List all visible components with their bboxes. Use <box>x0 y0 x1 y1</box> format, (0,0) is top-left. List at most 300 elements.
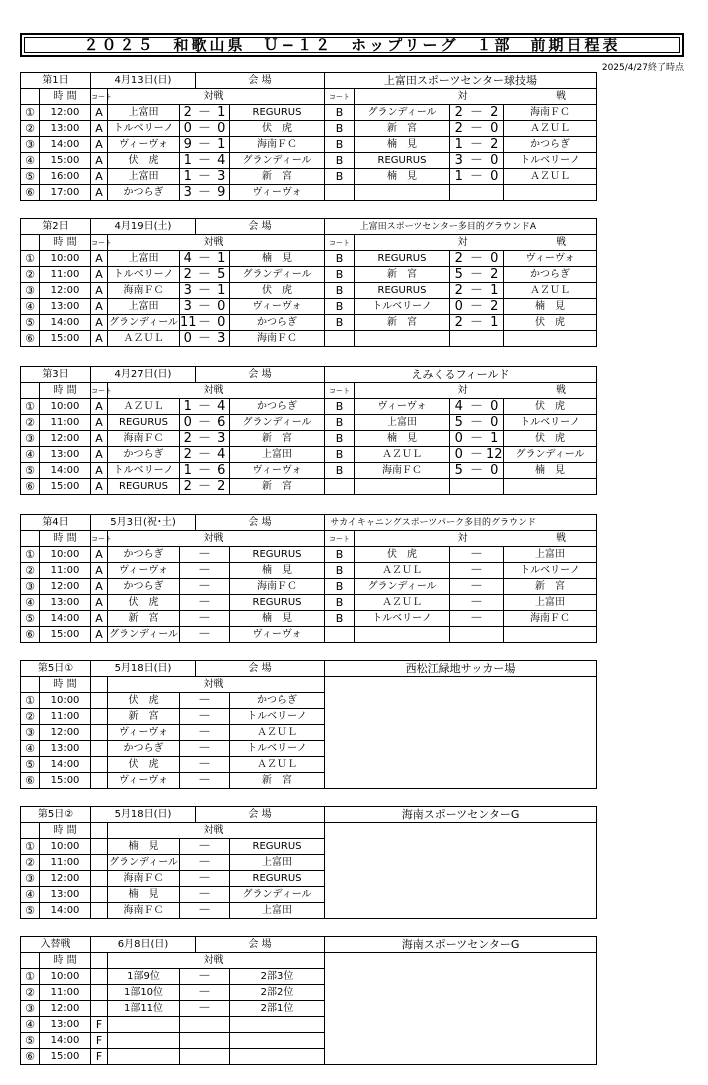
match-number: ① <box>21 105 40 121</box>
team-away <box>504 331 597 347</box>
match-number: ⑥ <box>21 1049 40 1065</box>
team-home: REGURUS <box>108 415 180 431</box>
team-home: 海南ＦＣ <box>108 903 180 919</box>
team-away: REGURUS <box>230 595 325 611</box>
match-time: 12:00 <box>40 579 91 595</box>
court-b: B <box>325 447 355 463</box>
team-away: 上富田 <box>504 595 597 611</box>
court-b: B <box>325 153 355 169</box>
score-away: 3 <box>214 169 230 185</box>
match-time: 13:00 <box>40 595 91 611</box>
score-dash: － <box>468 463 486 479</box>
score-away: 3 <box>214 331 230 347</box>
score-dash: － <box>196 709 214 725</box>
score-away: 2 <box>486 267 504 283</box>
match-number: ③ <box>21 137 40 153</box>
team-home: 楠 見 <box>108 887 180 903</box>
score-away <box>214 1049 230 1065</box>
match-number: ⑤ <box>21 315 40 331</box>
court-a: A <box>91 415 108 431</box>
score-away <box>214 709 230 725</box>
court-b: B <box>325 595 355 611</box>
score-away: 1 <box>486 315 504 331</box>
match-number: ② <box>21 267 40 283</box>
team-away: 海南ＦＣ <box>504 105 597 121</box>
score-away: 1 <box>214 105 230 121</box>
score-dash: － <box>196 595 214 611</box>
score-away <box>214 547 230 563</box>
team-home: 伏 虎 <box>108 595 180 611</box>
score-dash: － <box>196 137 214 153</box>
venue-label: 会 場 <box>196 515 325 531</box>
match-row <box>21 137 597 153</box>
team-home: グランディール <box>108 855 180 871</box>
score-dash: － <box>196 431 214 447</box>
team-away: 新 宮 <box>504 579 597 595</box>
score-away <box>214 611 230 627</box>
score-dash: － <box>468 267 486 283</box>
no-header <box>21 89 40 105</box>
score-home <box>180 855 196 871</box>
score-away: 0 <box>486 463 504 479</box>
versus-header: 対 <box>355 89 468 105</box>
versus-header: 対 <box>108 531 214 547</box>
team-away: 楠 見 <box>504 463 597 479</box>
match-row <box>21 547 597 563</box>
match-row <box>21 627 597 643</box>
score-home <box>180 969 196 985</box>
match-time: 14:00 <box>40 757 91 773</box>
team-away: 楠 見 <box>504 299 597 315</box>
round-date: 6月8日(日) <box>91 937 196 953</box>
match-number: ③ <box>21 725 40 741</box>
score-home: 0 <box>450 447 468 463</box>
round-name: 第5日② <box>21 807 91 823</box>
score-away: 0 <box>486 415 504 431</box>
court-header <box>91 953 108 969</box>
score-away: 1 <box>486 431 504 447</box>
team-away <box>504 479 597 495</box>
match-row <box>21 595 597 611</box>
match-number: ① <box>21 969 40 985</box>
score-away <box>214 627 230 643</box>
match-time: 10:00 <box>40 839 91 855</box>
match-row <box>21 611 597 627</box>
round-name: 第5日① <box>21 661 91 677</box>
score-away: 12 <box>485 446 503 462</box>
court-header <box>91 677 108 693</box>
court-b <box>325 627 355 643</box>
court-b: B <box>325 315 355 331</box>
team-home: 上富田 <box>108 299 180 315</box>
match-number: ② <box>21 709 40 725</box>
score-away: 0 <box>486 399 504 415</box>
court-a: A <box>91 579 108 595</box>
score-home <box>180 693 196 709</box>
score-away <box>214 563 230 579</box>
court-b: B <box>325 431 355 447</box>
score-home: 1 <box>180 463 196 479</box>
empty-area <box>325 677 597 789</box>
team-away: かつらぎ <box>230 399 325 415</box>
venue-name: 上富田スポーツセンター多目的グラウンドA <box>325 219 597 235</box>
match-time: 15:00 <box>40 153 91 169</box>
team-home: ヴィーヴォ <box>355 399 450 415</box>
score-dash: － <box>468 563 486 579</box>
score-away <box>214 725 230 741</box>
team-home: かつらぎ <box>108 185 180 201</box>
score-away: 0 <box>486 121 504 137</box>
court-a: A <box>91 447 108 463</box>
score-home: 0 <box>180 331 196 347</box>
team-away: かつらぎ <box>504 267 597 283</box>
score-dash: － <box>196 267 214 283</box>
court-a <box>91 855 108 871</box>
empty-area <box>325 953 597 1065</box>
team-away: 伏 虎 <box>504 315 597 331</box>
court-a: A <box>91 283 108 299</box>
score-home <box>180 563 196 579</box>
team-away: 海南ＦＣ <box>230 579 325 595</box>
score-dash: － <box>468 579 486 595</box>
score-home: 1 <box>450 137 468 153</box>
court-b: B <box>325 579 355 595</box>
team-home <box>108 1049 180 1065</box>
team-home: REGURUS <box>108 479 180 495</box>
score-away: 4 <box>214 153 230 169</box>
team-home: 楠 見 <box>355 169 450 185</box>
team-away: 海南ＦＣ <box>504 611 597 627</box>
score-home <box>450 479 468 495</box>
score-dash: － <box>196 579 214 595</box>
score-dash: － <box>196 463 214 479</box>
team-away: 2部2位 <box>230 985 325 1001</box>
score-dash: － <box>468 153 486 169</box>
match-number: ⑥ <box>21 773 40 789</box>
score-away <box>486 547 504 563</box>
team-away: ＡＺＵＬ <box>504 283 597 299</box>
score-home: 3 <box>180 299 196 315</box>
team-home: 新 宮 <box>355 121 450 137</box>
score-home <box>180 627 196 643</box>
score-dash: － <box>468 399 486 415</box>
team-away: 新 宮 <box>230 169 325 185</box>
score-home <box>450 331 468 347</box>
score-dash: － <box>196 479 214 495</box>
match-time: 12:00 <box>40 283 91 299</box>
team-home: 上富田 <box>108 251 180 267</box>
court-a: F <box>91 1049 108 1065</box>
team-away <box>230 1017 325 1033</box>
team-away: 2部3位 <box>230 969 325 985</box>
match-row <box>21 447 597 463</box>
score-dash: － <box>196 547 214 563</box>
match-row <box>21 121 597 137</box>
team-away: ＡＺＵＬ <box>230 757 325 773</box>
court-b: B <box>325 283 355 299</box>
team-away: 2部1位 <box>230 1001 325 1017</box>
court-header: コート <box>325 383 355 399</box>
score-home <box>450 547 468 563</box>
court-a <box>91 741 108 757</box>
no-header <box>21 531 40 547</box>
versus-header: 戦 <box>468 235 597 251</box>
match-number: ⑤ <box>21 903 40 919</box>
match-time: 11:00 <box>40 415 91 431</box>
score-home <box>180 903 196 919</box>
team-away: 伏 虎 <box>504 431 597 447</box>
score-home <box>180 725 196 741</box>
team-away: ＡＺＵＬ <box>504 121 597 137</box>
score-away <box>486 595 504 611</box>
score-home: 0 <box>450 431 468 447</box>
match-number: ④ <box>21 1017 40 1033</box>
team-away: 伏 虎 <box>230 283 325 299</box>
score-dash: － <box>468 595 486 611</box>
round-date: 5月18日(日) <box>91 661 196 677</box>
team-home: トルベリーノ <box>355 611 450 627</box>
round-date: 4月13日(日) <box>91 73 196 89</box>
court-b: B <box>325 121 355 137</box>
score-away: 1 <box>214 137 230 153</box>
match-time: 11:00 <box>40 855 91 871</box>
score-home: 1 <box>180 169 196 185</box>
match-number: ③ <box>21 871 40 887</box>
score-dash: － <box>196 725 214 741</box>
team-home: 海南ＦＣ <box>108 431 180 447</box>
score-dash: － <box>468 105 486 121</box>
match-time: 13:00 <box>40 121 91 137</box>
match-number: ⑤ <box>21 169 40 185</box>
round-table <box>20 936 597 1065</box>
score-home <box>450 611 468 627</box>
team-home: かつらぎ <box>108 741 180 757</box>
match-number: ⑤ <box>21 463 40 479</box>
score-dash: － <box>196 185 214 201</box>
versus-header: 戦 <box>214 383 325 399</box>
team-home: 新 宮 <box>108 709 180 725</box>
round-name: 第1日 <box>21 73 91 89</box>
score-dash: － <box>468 611 486 627</box>
score-away <box>486 579 504 595</box>
team-home: ヴィーヴォ <box>108 137 180 153</box>
team-home: REGURUS <box>355 153 450 169</box>
team-away: 上富田 <box>230 447 325 463</box>
match-time: 14:00 <box>40 611 91 627</box>
no-header <box>21 823 40 839</box>
score-home: 2 <box>180 105 196 121</box>
score-home <box>180 1017 196 1033</box>
score-dash: － <box>196 871 214 887</box>
court-a <box>91 903 108 919</box>
match-time: 13:00 <box>40 299 91 315</box>
court-a: A <box>91 463 108 479</box>
score-dash <box>196 1033 214 1049</box>
court-a: A <box>91 547 108 563</box>
team-home <box>355 331 450 347</box>
team-home: グランディール <box>108 315 180 331</box>
score-dash: － <box>196 415 214 431</box>
team-home: ヴィーヴォ <box>108 773 180 789</box>
score-dash: － <box>196 331 214 347</box>
match-number: ⑤ <box>21 757 40 773</box>
team-away: グランディール <box>230 153 325 169</box>
score-away: 2 <box>214 479 230 495</box>
match-number: ④ <box>21 299 40 315</box>
match-time: 14:00 <box>40 315 91 331</box>
score-dash: － <box>196 969 214 985</box>
team-away: 海南ＦＣ <box>230 137 325 153</box>
court-a <box>91 773 108 789</box>
versus-header: 対 <box>108 953 214 969</box>
page-title: ２０２５ 和歌山県 Ｕ−１２ ホップリーグ １部 前期日程表 <box>20 33 684 57</box>
team-home: 上富田 <box>355 415 450 431</box>
match-number: ② <box>21 415 40 431</box>
score-home: 1 <box>180 399 196 415</box>
time-header: 時 間 <box>40 235 91 251</box>
match-time: 12:00 <box>40 1001 91 1017</box>
score-dash: － <box>468 121 486 137</box>
team-away: 楠 見 <box>230 251 325 267</box>
team-home: ＡＺＵＬ <box>355 447 450 463</box>
versus-header: 対 <box>355 383 468 399</box>
score-dash <box>468 479 486 495</box>
match-number: ③ <box>21 579 40 595</box>
match-time: 15:00 <box>40 1049 91 1065</box>
score-home: 5 <box>450 267 468 283</box>
team-home: 伏 虎 <box>108 153 180 169</box>
match-time: 11:00 <box>40 563 91 579</box>
score-away <box>486 331 504 347</box>
score-dash: － <box>196 839 214 855</box>
team-away: ヴィーヴォ <box>230 627 325 643</box>
court-b: B <box>325 415 355 431</box>
team-home: REGURUS <box>355 251 450 267</box>
venue-name: えみくるフィールド <box>325 367 597 383</box>
score-home: 1 <box>180 153 196 169</box>
court-b <box>325 185 355 201</box>
team-away <box>504 185 597 201</box>
match-time: 11:00 <box>40 709 91 725</box>
court-b: B <box>325 463 355 479</box>
court-a <box>91 757 108 773</box>
score-home: 4 <box>450 399 468 415</box>
team-home: 海南ＦＣ <box>355 463 450 479</box>
versus-header: 戦 <box>468 89 597 105</box>
team-away: 伏 虎 <box>230 121 325 137</box>
score-away <box>214 985 230 1001</box>
score-home: 2 <box>450 105 468 121</box>
match-number: ⑥ <box>21 627 40 643</box>
score-home: 3 <box>180 185 196 201</box>
time-header: 時 間 <box>40 383 91 399</box>
court-a: A <box>91 299 108 315</box>
team-home: 1部11位 <box>108 1001 180 1017</box>
court-a: A <box>91 251 108 267</box>
match-number: ③ <box>21 1001 40 1017</box>
match-time: 13:00 <box>40 447 91 463</box>
match-time: 15:00 <box>40 331 91 347</box>
court-a: F <box>91 1017 108 1033</box>
team-home: 海南ＦＣ <box>108 283 180 299</box>
score-home: 5 <box>450 463 468 479</box>
team-home: 海南ＦＣ <box>108 871 180 887</box>
score-home <box>180 709 196 725</box>
versus-header: 対 <box>355 235 468 251</box>
team-home: 新 宮 <box>355 267 450 283</box>
score-home <box>180 595 196 611</box>
score-home: 0 <box>180 415 196 431</box>
court-a <box>91 709 108 725</box>
score-home <box>180 985 196 1001</box>
score-home: 0 <box>180 121 196 137</box>
score-home <box>450 579 468 595</box>
team-away: ＡＺＵＬ <box>230 725 325 741</box>
score-home <box>180 1001 196 1017</box>
score-home <box>180 547 196 563</box>
team-home: 1部9位 <box>108 969 180 985</box>
score-away <box>214 871 230 887</box>
round-date: 4月27日(日) <box>91 367 196 383</box>
score-away: 0 <box>214 299 230 315</box>
team-away: 楠 見 <box>230 563 325 579</box>
team-home: ヴィーヴォ <box>108 725 180 741</box>
team-away: ＡＺＵＬ <box>504 169 597 185</box>
score-home: 2 <box>180 447 196 463</box>
round-table <box>20 660 597 789</box>
score-dash: － <box>196 251 214 267</box>
venue-label: 会 場 <box>196 937 325 953</box>
team-home: グランディール <box>355 579 450 595</box>
match-time: 14:00 <box>40 1033 91 1049</box>
team-home: 伏 虎 <box>108 757 180 773</box>
score-dash: － <box>196 153 214 169</box>
score-home: 2 <box>180 431 196 447</box>
match-row <box>21 479 597 495</box>
score-dash: － <box>196 105 214 121</box>
round-date: 5月3日(祝･土) <box>91 515 196 531</box>
score-home: 2 <box>450 251 468 267</box>
court-header: コート <box>325 531 355 547</box>
match-time: 10:00 <box>40 693 91 709</box>
match-number: ① <box>21 693 40 709</box>
no-header <box>21 383 40 399</box>
team-away: 上富田 <box>230 855 325 871</box>
team-home: 上富田 <box>108 105 180 121</box>
venue-label: 会 場 <box>196 807 325 823</box>
team-away: 楠 見 <box>230 611 325 627</box>
score-dash <box>196 1017 214 1033</box>
venue-name: 上富田スポーツセンター球技場 <box>325 73 597 89</box>
score-away <box>486 563 504 579</box>
team-home: かつらぎ <box>108 447 180 463</box>
score-dash: － <box>196 399 214 415</box>
match-time: 11:00 <box>40 985 91 1001</box>
versus-header: 対 <box>108 383 214 399</box>
court-header: コート <box>91 383 108 399</box>
court-b: B <box>325 399 355 415</box>
score-dash: － <box>468 431 486 447</box>
score-away <box>486 479 504 495</box>
versus-header: 対 <box>108 89 214 105</box>
score-away: 2 <box>486 105 504 121</box>
versus-header: 戦 <box>214 953 325 969</box>
time-header: 時 間 <box>40 953 91 969</box>
score-away: 6 <box>214 463 230 479</box>
score-away <box>214 1033 230 1049</box>
round-date: 5月18日(日) <box>91 807 196 823</box>
versus-header: 対 <box>108 823 214 839</box>
